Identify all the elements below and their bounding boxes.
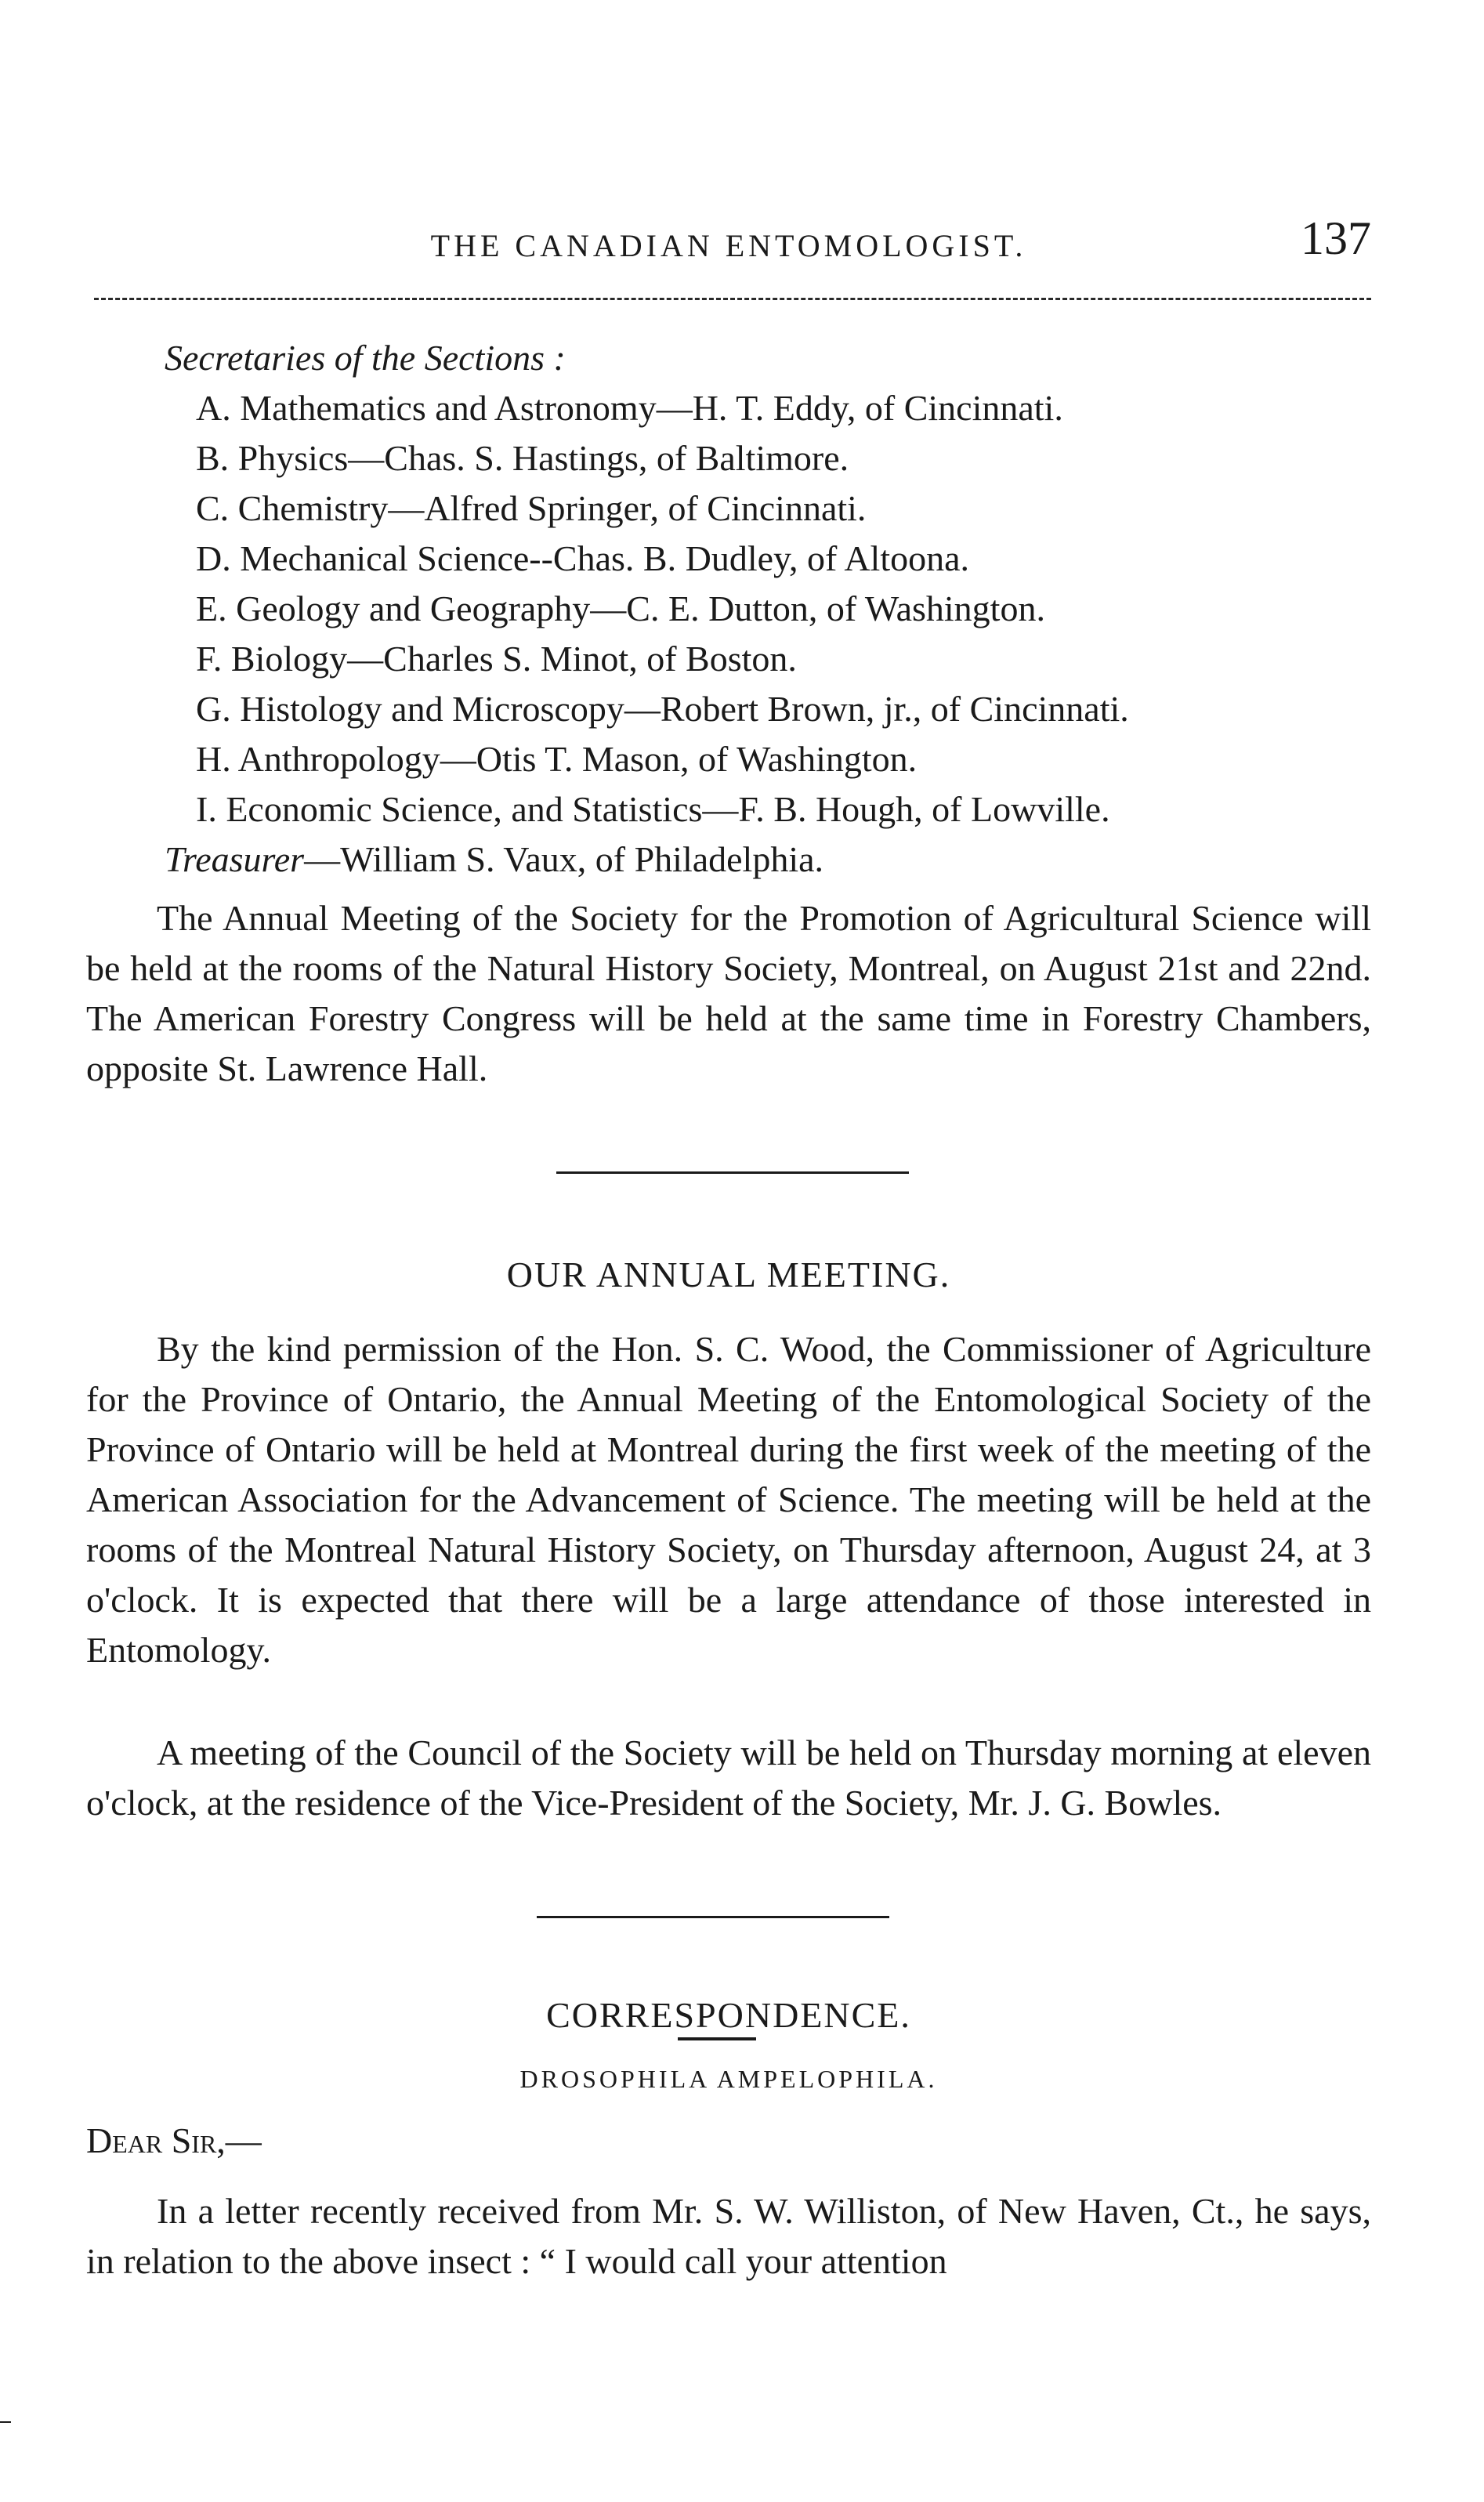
annual-meeting-paragraph: By the kind permission of the Hon. S. C. Wood, the Commissioner of Agriculture for the Province of Ontario, the Annual Meeting of the Entomological Society of the Province of Ontario will be held at Montreal during the first week of the meeting of the American Association for the Advancement of Science. The meeting will be held at the rooms of the Montreal Natural History Society, on Thursday afternoon, August 24, at 3 o'clock. It is expected that there will be a large attendance of those interested in Entomology.: [86, 1329, 1371, 1670]
letter-paragraph: In a letter recently received from Mr. S. W. Williston, of New Haven, Ct., he says, in relation to the above insect : “ I would call your attention: [86, 2191, 1371, 2281]
journal-title: THE CANADIAN ENTOMOLOGIST.: [430, 228, 1027, 263]
letter-salutation: Dear Sir,—: [86, 2120, 262, 2160]
subheading-rule: [678, 2037, 756, 2040]
letter-subject: DROSOPHILA AMPELOPHILA.: [519, 2065, 938, 2093]
list-item: F. Biology—Charles S. Minot, of Boston.: [196, 639, 797, 679]
section-divider: [537, 1916, 889, 1918]
list-item: B. Physics—Chas. S. Hastings, of Baltimore.: [196, 438, 849, 478]
secretaries-heading: Secretaries of the Sections :: [165, 338, 566, 378]
correspondence-title: CORRESPONDENCE.: [546, 1995, 911, 2035]
list-item: C. Chemistry—Alfred Springer, of Cincinnati.: [196, 488, 867, 528]
secretaries-section: [86, 333, 1371, 885]
council-meeting-paragraph: A meeting of the Council of the Society will be held on Thursday morning at eleven o'clock, at the residence of the Vice-President of the Society, Mr. J. G. Bowles.: [86, 1733, 1371, 1823]
list-item: H. Anthropology—Otis T. Mason, of Washington.: [196, 739, 918, 779]
treasurer-line: [86, 835, 1371, 885]
list-item: D. Mechanical Science--Chas. B. Dudley, of Altoona.: [196, 538, 970, 578]
list-item: A. Mathematics and Astronomy—H. T. Eddy, of Cincinnati.: [196, 388, 1063, 428]
list-item: G. Histology and Microscopy—Robert Brown, jr., of Cincinnati.: [196, 689, 1129, 729]
list-item: I. Economic Science, and Statistics—F. B. Hough, of Lowville.: [196, 789, 1110, 829]
running-head: [86, 212, 1371, 274]
margin-mark: [0, 2421, 11, 2423]
section-divider: [556, 1171, 909, 1174]
agricultural-science-paragraph: The Annual Meeting of the Society for the Promotion of Agricultural Science will be held at the rooms of the Natural History Society, Montreal, on August 21st and 22nd. The American Forestry Congress will be held at the same time in Forestry Chambers, opposite St. Lawrence Hall.: [86, 898, 1371, 1088]
secretaries-list: [86, 383, 1371, 835]
treasurer-role: Treasurer: [165, 839, 305, 879]
list-item: E. Geology and Geography—C. E. Dutton, of Washington.: [196, 588, 1045, 628]
treasurer-name: —William S. Vaux, of Philadelphia.: [304, 839, 824, 879]
page-number: 137: [1301, 212, 1371, 264]
annual-meeting-title: OUR ANNUAL MEETING.: [506, 1255, 951, 1294]
header-rule: [94, 298, 1371, 300]
